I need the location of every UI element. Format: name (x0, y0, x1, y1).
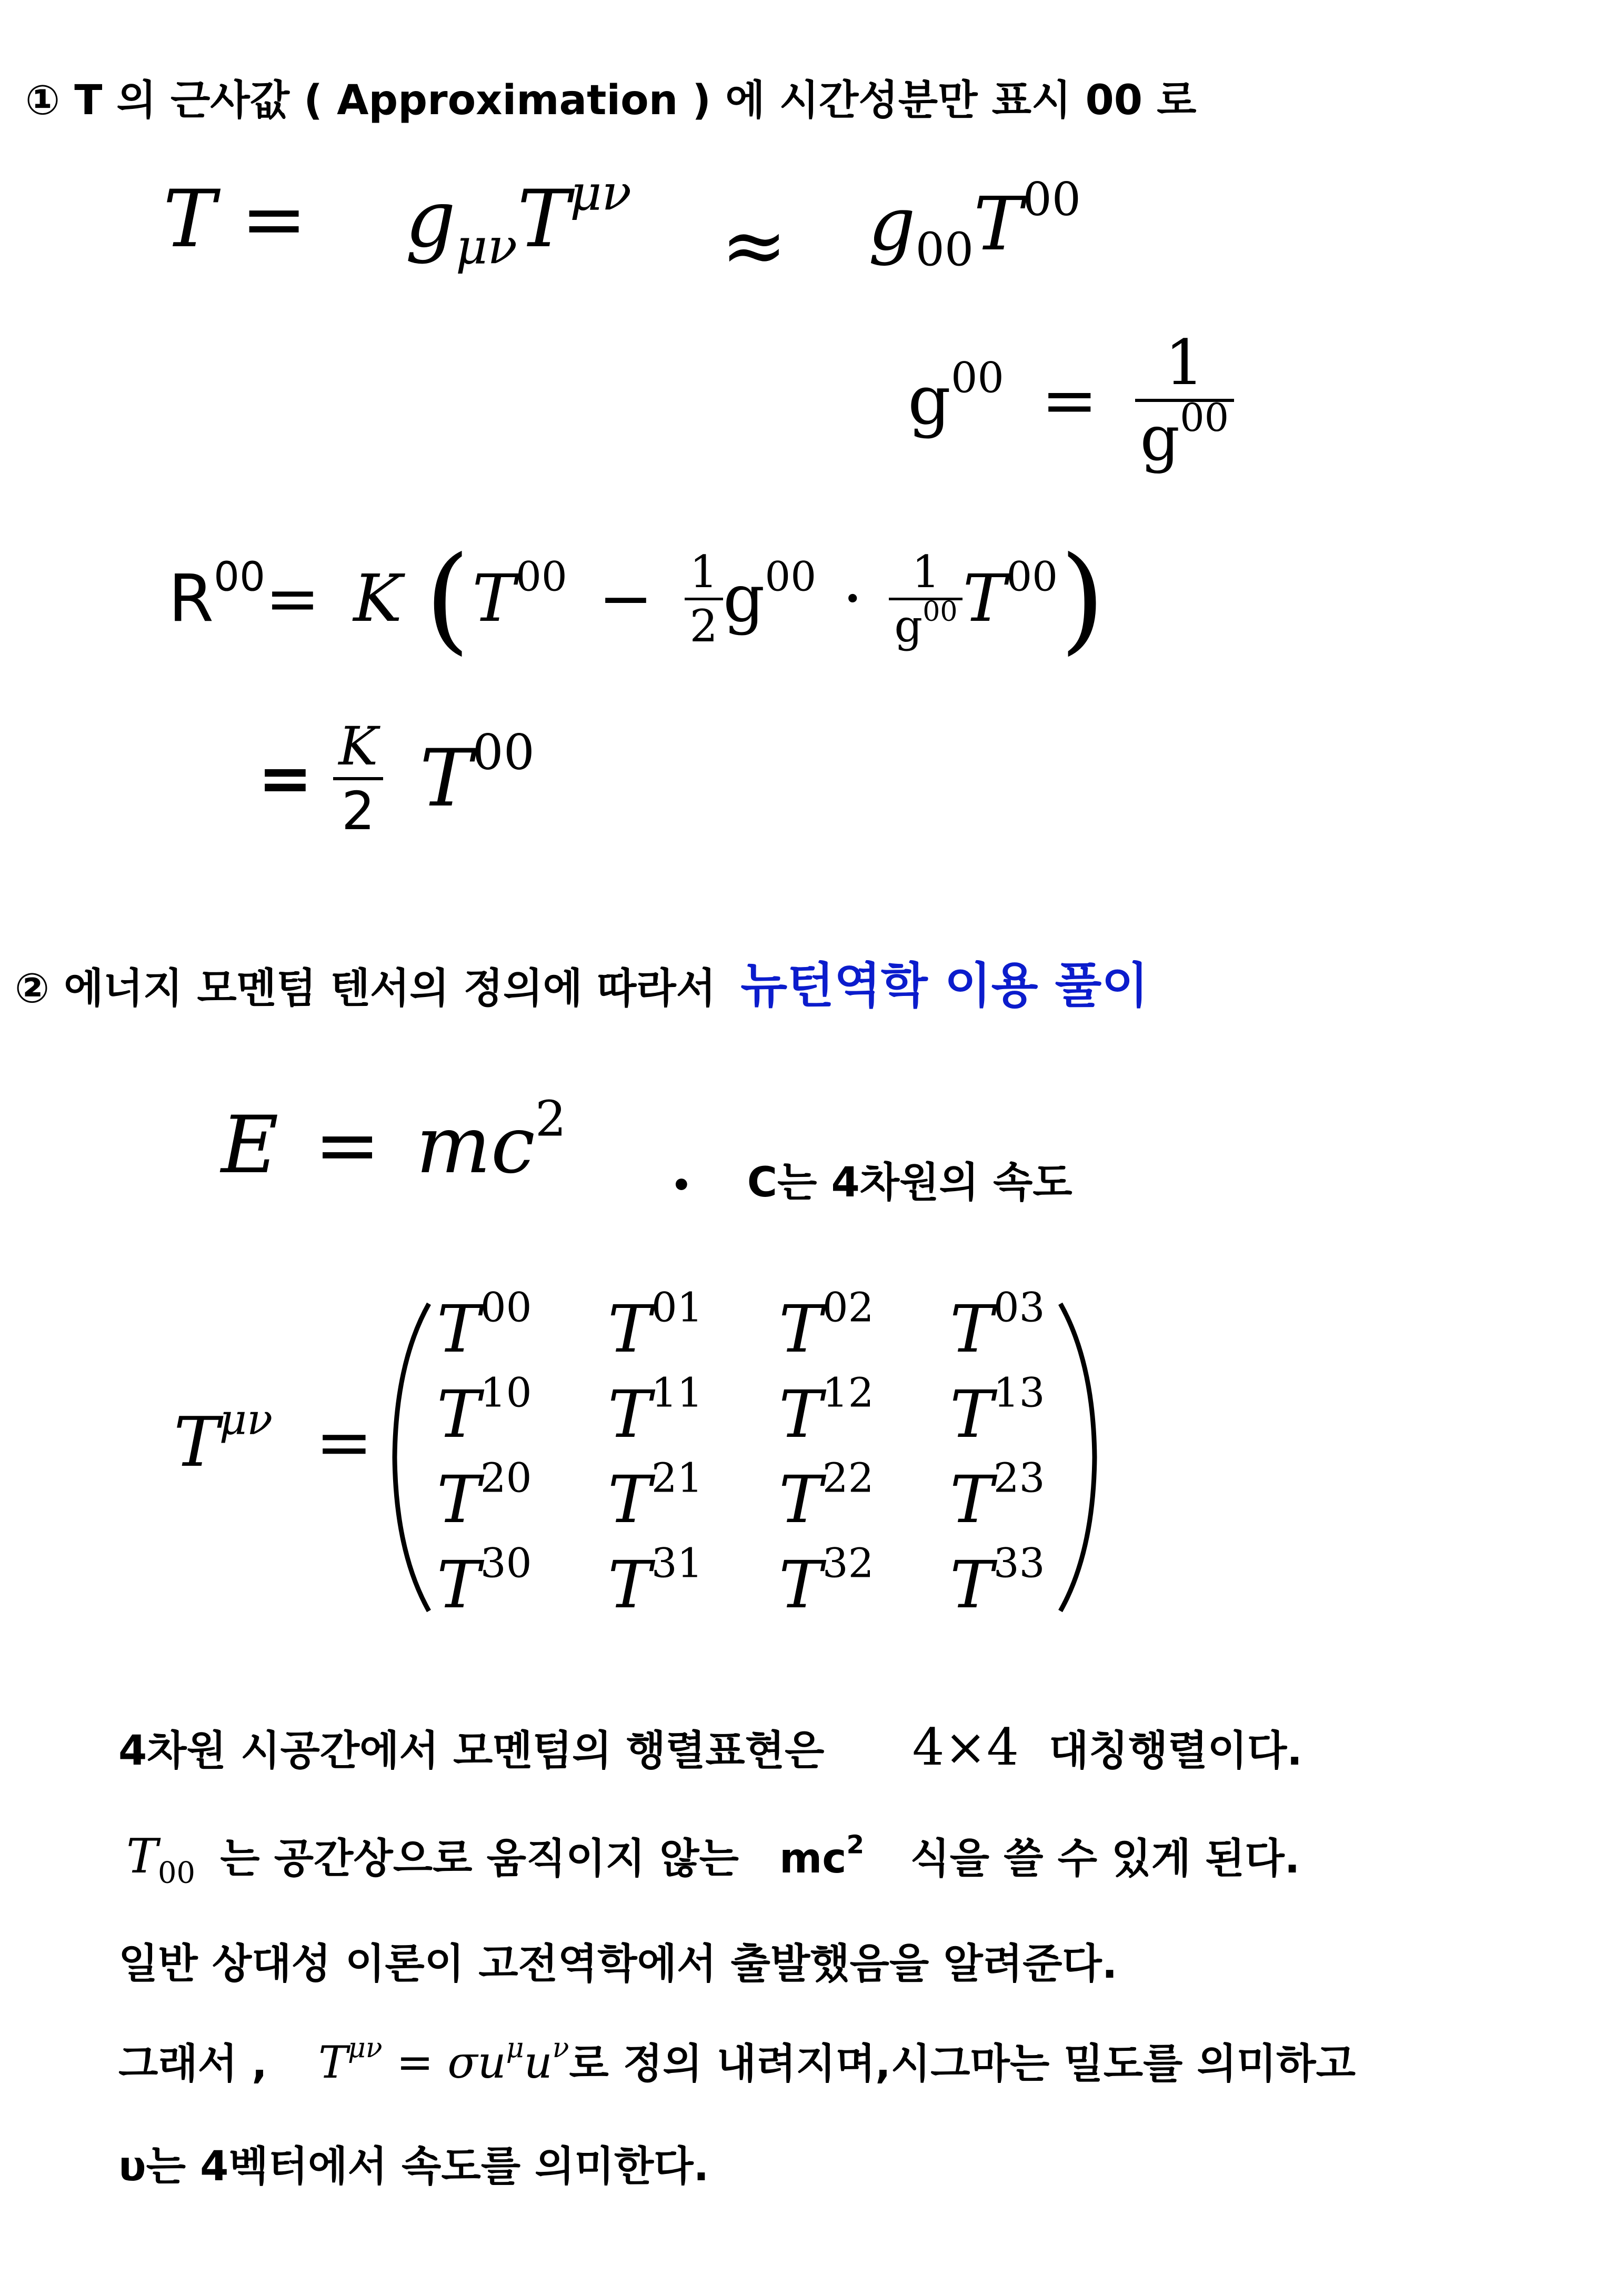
eq3-T1-sup: 00 (515, 553, 567, 601)
eq3-f-den-g: g (894, 600, 923, 652)
eq1-T: T (517, 174, 570, 265)
eq1-g: g (405, 174, 456, 265)
equation-metric-inverse (908, 326, 1234, 475)
matrix-cell-02 (779, 1284, 874, 1367)
eq1-rhs (868, 173, 1081, 277)
eq3-R (168, 553, 265, 637)
matrix-cell-T: T (779, 1547, 823, 1623)
matrix-cell-index: 22 (822, 1455, 874, 1502)
matrix-cell-index: 02 (822, 1284, 874, 1332)
line4-mu: μ (506, 2032, 524, 2064)
matrix-cell-20 (437, 1455, 532, 1538)
eq4-T-letter: T (419, 733, 473, 824)
line1-text-a: 4차원 시공간에서 모멘텀의 행렬표현은 (118, 1727, 825, 1775)
matrix-cell-index: 13 (993, 1369, 1045, 1417)
eq3-f-den-sup: 00 (923, 596, 958, 628)
eq3-inverse-fraction (889, 546, 963, 652)
eq3-minus: − (598, 561, 654, 637)
emc-mc: mc (416, 1100, 535, 1191)
eq2-fraction (1135, 326, 1235, 475)
eq3-T2 (963, 553, 1058, 637)
section1-heading: ① T 의 근사값 ( Approximation ) 에 시간성분만 표시 00 로 (25, 77, 1197, 124)
line2-mc: mc (779, 1835, 847, 1882)
line-t00 (126, 1826, 1300, 1890)
matrix-cell-T: T (437, 1462, 480, 1538)
eq2-den-sup: 00 (1180, 396, 1229, 441)
matrix-cell-index: 31 (651, 1540, 703, 1587)
equation-emc2 (221, 1090, 566, 1191)
eq2-num: 1 (1165, 326, 1205, 399)
line4-sigma-u: = σu (382, 2037, 506, 2088)
matrix-cell-index: 30 (480, 1540, 532, 1587)
section2-heading-text: ② 에너지 모멘텀 텐서의 정의에 따라서 (15, 965, 716, 1012)
line1-text-b: 대칭행렬이다. (1049, 1727, 1302, 1775)
eq1-rhs-T-sup: 00 (1022, 173, 1081, 226)
eq2-equals: = (1041, 361, 1098, 440)
line4-nu: ν (552, 2032, 569, 2064)
matrix-cell-index: 21 (651, 1455, 703, 1502)
matrix-cell-index: 11 (651, 1369, 703, 1417)
eq4-num: K (338, 716, 378, 777)
section2-heading (15, 947, 1148, 1016)
eq3-f-den (889, 598, 963, 652)
eq3-R-letter: R (168, 561, 214, 637)
eq3-dot: · (842, 561, 863, 637)
matrix-cell-T: T (437, 1377, 480, 1453)
matrix-lhs-T: T (174, 1402, 219, 1482)
matrix-cell-03 (950, 1284, 1045, 1367)
eq3-g-letter: g (723, 561, 765, 637)
line4-text-b: 로 정의 내려지며,시그마는 밀도를 의미하고 (569, 2040, 1356, 2088)
eq3-g-sup: 00 (765, 553, 817, 601)
matrix-cell-T: T (608, 1377, 651, 1453)
matrix-cell-T: T (779, 1292, 823, 1367)
bullet-text: C는 4차원의 속도 (747, 1159, 1072, 1206)
eq1-lhs: T = (163, 174, 307, 265)
matrix-cell-index: 23 (993, 1455, 1045, 1502)
eq1-g-sub: μν (456, 218, 518, 275)
matrix-cell-index: 03 (993, 1284, 1045, 1332)
matrix-cell-index: 12 (822, 1369, 874, 1417)
eq3-equals: = (265, 561, 320, 637)
matrix-cell-index: 33 (993, 1540, 1045, 1587)
equation-ricci-00 (168, 531, 1105, 689)
matrix-cell-T: T (950, 1377, 994, 1453)
eq2-g-sup: 00 (950, 353, 1004, 402)
line2-mc-sup: 2 (846, 1830, 865, 1860)
matrix-cell-10 (437, 1369, 532, 1453)
line-classical-mechanics: 일반 상대성 이론이 고전역학에서 출발했음을 알려준다. (118, 1940, 1118, 1988)
matrix-cell-index: 01 (651, 1284, 703, 1332)
matrix-left-bracket (395, 1304, 429, 1611)
eq3-f-num: 1 (911, 546, 940, 598)
eq3-g (723, 553, 817, 637)
line-symmetric-matrix (118, 1718, 1302, 1777)
emc-equals: = (314, 1100, 380, 1191)
equation-trace-approx (163, 174, 307, 265)
eq3-K: K (353, 561, 402, 637)
eq1-rhs-T: T (974, 182, 1023, 267)
matrix-lhs (174, 1395, 373, 1482)
line1-math: 4×4 (912, 1718, 1019, 1777)
matrix-cell-index: 20 (480, 1455, 532, 1502)
line2-T-letter: T (126, 1829, 158, 1884)
matrix-cell-T: T (779, 1377, 823, 1453)
line-velocity: υ는 4벡터에서 속도를 의미한다. (118, 2143, 709, 2190)
matrix-cell-30 (437, 1540, 532, 1623)
matrix-cell-33 (950, 1540, 1045, 1623)
matrix-cell-00 (437, 1284, 532, 1367)
eq4-T (419, 723, 535, 824)
line2-text-b: 식을 쓸 수 있게 된다. (910, 1835, 1300, 1882)
eq3-half-den: 2 (685, 598, 723, 652)
eq3-T1-letter: T (472, 561, 516, 637)
bullet-note (671, 1150, 1072, 1209)
matrix-cell-31 (608, 1540, 703, 1623)
matrix-cell-index: 10 (480, 1369, 532, 1417)
line2-text-a: 는 공간상으로 움직이지 않는 (220, 1835, 739, 1882)
eq1-approx: ≈ (721, 200, 787, 291)
eq3-half-num: 1 (689, 546, 718, 598)
eq3-half (685, 546, 723, 652)
matrix-cell-13 (950, 1369, 1045, 1453)
eq1-T-sup: μν (570, 164, 632, 221)
line4-text-a: 그래서 , (118, 2040, 267, 2088)
eq3-T1 (472, 553, 567, 637)
matrix-lhs-sup: μν (219, 1395, 273, 1445)
matrix-cell-32 (779, 1540, 874, 1623)
eq1-contraction (405, 164, 632, 275)
eq1-rhs-g-sub: 00 (915, 223, 974, 277)
section2-heading-highlight: 뉴턴역학 이용 풀이 (740, 958, 1149, 1014)
line2-mc2 (779, 1830, 865, 1882)
matrix-cell-T: T (608, 1462, 651, 1538)
line4-math (318, 2032, 569, 2088)
matrix-cell-22 (779, 1455, 874, 1538)
matrix-cell-23 (950, 1455, 1045, 1538)
line4-T: T (318, 2037, 348, 2088)
matrix-cell-T: T (950, 1462, 994, 1538)
matrix-cell-12 (779, 1369, 874, 1453)
eq2-den-g: g (1140, 402, 1180, 475)
eq2-lhs (908, 353, 1004, 440)
eq3-rparen: ) (1060, 531, 1105, 666)
eq1-rhs-g: g (868, 182, 916, 267)
bullet-dot: • (671, 1166, 692, 1204)
eq2-g: g (908, 361, 951, 440)
matrix-equals: = (315, 1402, 373, 1482)
line4-T-sup: μν (348, 2032, 383, 2064)
matrix-cell-T: T (779, 1462, 823, 1538)
emc-E: E (221, 1100, 279, 1191)
matrix-cell-T: T (950, 1547, 994, 1623)
matrix-cell-T: T (608, 1292, 651, 1367)
eq4-T-sup: 00 (472, 723, 535, 781)
eq3-R-sup: 00 (214, 553, 265, 601)
matrix-cell-T: T (437, 1292, 480, 1367)
line2-T-sub: 00 (158, 1856, 196, 1890)
matrix-cell-index: 32 (822, 1540, 874, 1587)
eq4-fraction (333, 716, 383, 842)
matrix-cell-T: T (950, 1292, 994, 1367)
line-definition (118, 2031, 1356, 2090)
eq3-T2-letter: T (963, 561, 1007, 637)
emc-sup: 2 (535, 1090, 566, 1147)
eq4-den: 2 (333, 777, 383, 842)
line2-T (126, 1829, 196, 1890)
matrix-cell-01 (608, 1284, 703, 1367)
matrix-cell-index: 00 (480, 1284, 532, 1332)
eq3-T2-sup: 00 (1006, 553, 1058, 601)
eq2-den (1135, 396, 1235, 475)
matrix-cell-T: T (608, 1547, 651, 1623)
equation-ricci-result (258, 716, 535, 842)
matrix-cell-21 (608, 1455, 703, 1538)
matrix-cell-11 (608, 1369, 703, 1453)
matrix-cell-T: T (437, 1547, 480, 1623)
eq3-lparen: ( (425, 531, 470, 666)
line4-u: u (524, 2037, 553, 2088)
eq4-equals: = (258, 741, 313, 817)
matrix-right-bracket (1060, 1304, 1095, 1611)
